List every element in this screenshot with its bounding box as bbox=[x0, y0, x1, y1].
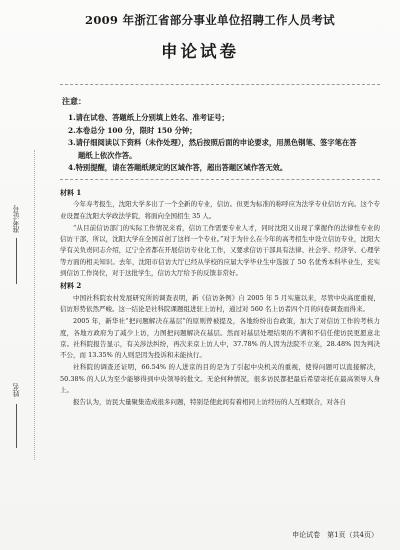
divider-middle bbox=[60, 179, 380, 180]
notes-heading: 注意： bbox=[62, 96, 86, 106]
material-paragraph: “从目前信访部门的实际工作情况来看，信访工作需要专业人才，同时沈阳又出现了掌握作的法律性专业的信访干部，所以，沈阳大学在全国首创了这样一个专业。”对于为什么在今年的高考招生中设立信访专业，沈阳大学有关负责同志介绍，辽宁全省都在开展信访专业化工作，又要求信访干部具有法律、社会学、经济学、心理学等方面的相关知识。去年，沈阳市信访大厅已经从学校的应届大学毕业生中选拔了 50 名优秀本科毕业生，充实到信访工作岗位，对于这批学生，信访大厅给予的反馈非常好。 bbox=[60, 223, 380, 278]
paper-title: 申论试卷 bbox=[161, 42, 239, 61]
note-item: 3.请仔细阅读以下资料（未作处理），然后按照后面的申论要求，用黑色钢笔、签字笔在答 bbox=[68, 138, 357, 148]
material-paragraph: 中国社科院农村发展研究所的调查表明，新《信访条例》自 2005 年 5 月实施以来，尽管中央高度重视，信访形势依然严峻。这一结论是社科院课题组进驻上访村，通过对 560 名上访者四个月的问卷调查而得来。 bbox=[60, 293, 380, 313]
material-paragraph: 今年寿考报生，沈阳大学多出了一个全新的专业，信访。但更为标准的称呼应为法学专业信访方向。这个专业设置在沈阳大学政法学院，将面向全国招生 35 人。 bbox=[60, 200, 380, 220]
material-1-label: 材料 1 bbox=[60, 188, 82, 197]
material-paragraph: 社科院的调查还证明，66.54% 的人进京的目的是为了引起中央机关的重视，使得问题可以直接解决，50.38% 的人认为至少能够得到中央领导的批文。无论何种情况，很多访民都把最后希望寄托在最高领导人身上。 bbox=[60, 363, 380, 395]
material-paragraph: 报告认为，访民大量聚集造成很多问题，特别是使此间有着相同上访经历的人互相联合，对各自 bbox=[73, 398, 346, 407]
note-item: 1.请在试卷、答题纸上分别填上姓名、准考证号； bbox=[68, 113, 229, 122]
admission-number-label: 准考证号 bbox=[12, 205, 20, 233]
page-footer: 申论试卷 第1页（共4页） bbox=[292, 531, 378, 539]
material-2-label: 材料 2 bbox=[60, 281, 82, 291]
binding-cut-line bbox=[34, 150, 35, 460]
admission-number-line bbox=[16, 238, 17, 284]
notes-list bbox=[68, 112, 388, 175]
note-item: 4.特别提醒，请在答题纸规定的区域作答，超出答题区域作答无效。 bbox=[68, 163, 288, 173]
note-item: 2.本卷总分 100 分，限时 150 分钟； bbox=[68, 125, 197, 135]
materials-body bbox=[60, 186, 380, 410]
exam-title: 2009 年浙江省部分事业单位招聘工作人员考试 bbox=[85, 13, 335, 27]
divider-top bbox=[60, 84, 380, 85]
note-item: 题纸上依次作答。 bbox=[78, 150, 137, 160]
name-line bbox=[16, 404, 17, 448]
name-label: 姓名 bbox=[12, 383, 20, 397]
material-paragraph: 2005 年，新华社“把问题解决在基层”的原则曾被提及，各地纷纷出台政策，加大了对信访工作的考核力度，各地方政府为了减少上访，力图把问题解决在基层。然而对基层处理结果的不满和不信任使访民更愿意北京。社科院报告显示，有关涉法纠纷，再次来京上访人中，37.78% 的人因为法院不立案，28.48% 因为判决不公，而 13.35% 的人则是因为投诉和未能执行。 bbox=[60, 317, 380, 360]
